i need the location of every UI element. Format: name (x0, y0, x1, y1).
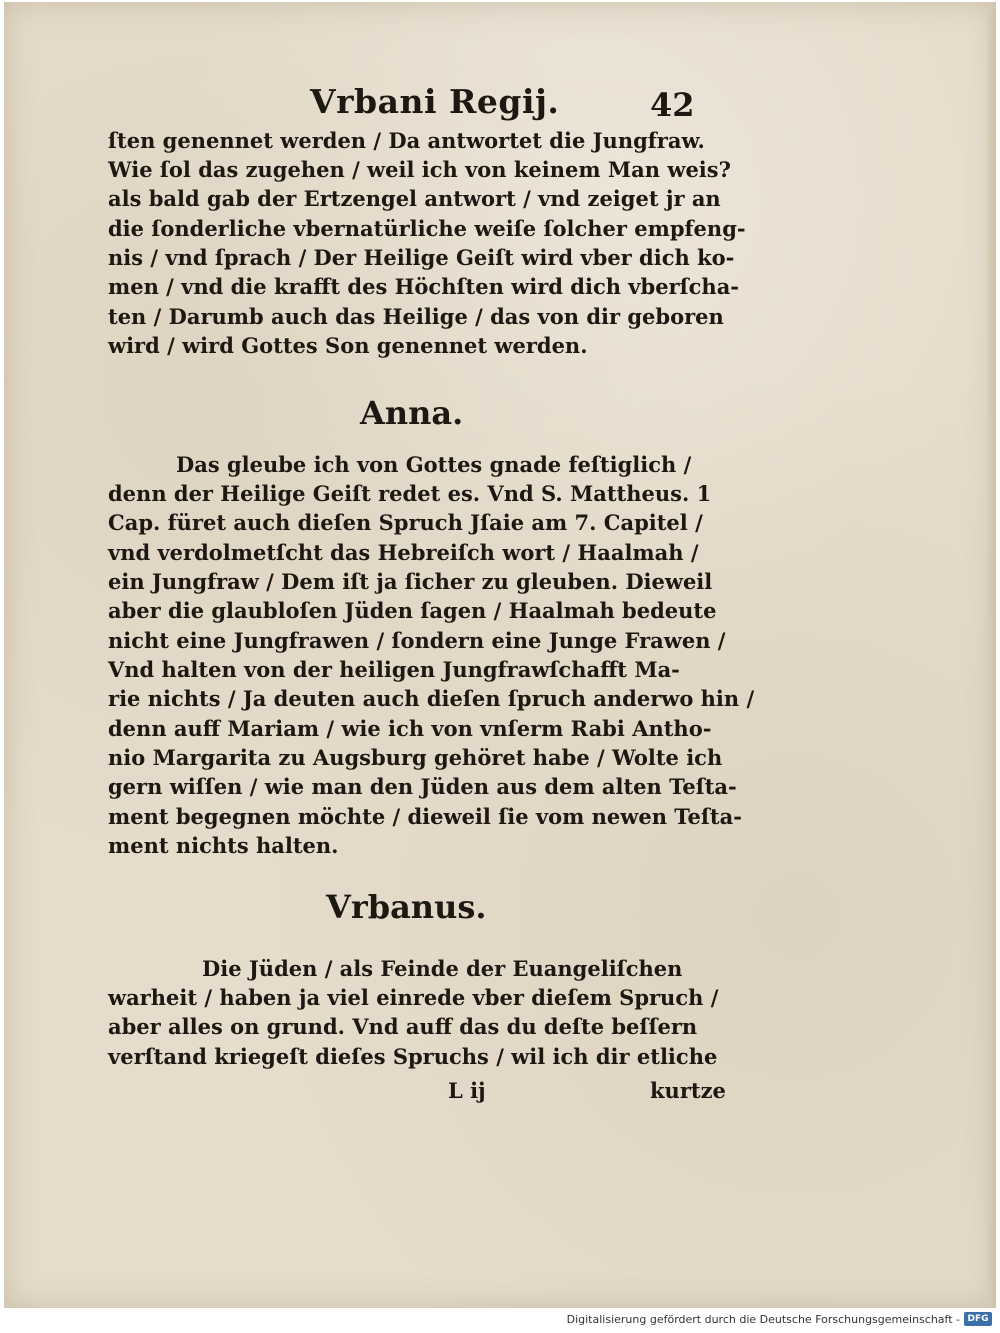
text-line: Das gleube ich von Gottes gnade feſtiglich / (176, 452, 692, 477)
text-line: gern wiſſen / wie man den Jüden aus dem alten Teſta- (108, 774, 737, 799)
page-number: 42 (650, 86, 695, 124)
text-line: Die Jüden / als Feinde der Euangeliſchen (202, 956, 683, 981)
text-line: Cap. füret auch dieſen Spruch Jſaie am 7. Capitel / (108, 510, 703, 535)
text-line: vnd verdolmetſcht das Hebreiſch wort / Haalmah / (108, 540, 699, 565)
text-line: Wie ſol das zugehen / weil ich von keinem Man weis? (108, 157, 731, 182)
footer-bar (0, 1308, 1000, 1333)
text-line: wird / wird Gottes Son genennet werden. (108, 333, 588, 358)
text-line: aber die glaubloſen Jüden ſagen / Haalmah bedeute (108, 598, 717, 623)
running-head: Vrbani Regij. (310, 82, 560, 121)
text-line: denn auff Mariam / wie ich von vnſerm Rabi Antho- (108, 716, 712, 741)
funding-notice: Digitalisierung gefördert durch die Deutsche Forschungsgemeinschaft - (566, 1313, 960, 1326)
text-line: die ſonderliche vbernatürliche weiſe ſolcher empfeng- (108, 216, 746, 241)
text-line: ten / Darumb auch das Heilige / das von dir geboren (108, 304, 724, 329)
signature-mark: L ij (448, 1078, 486, 1103)
catchword: kurtze (650, 1078, 726, 1103)
text-line: men / vnd die krafft des Höchſten wird dich vberſcha- (108, 274, 740, 299)
text-line: ment nichts halten. (108, 833, 339, 858)
text-line: nis / vnd ſprach / Der Heilige Geiſt wird vber dich ko- (108, 245, 735, 270)
text-line: ment begegnen möchte / dieweil ſie vom newen Teſta- (108, 804, 742, 829)
text-line: rie nichts / Ja deuten auch dieſen ſpruch anderwo hin / (108, 686, 755, 711)
text-line: verſtand kriegeſt dieſes Spruchs / wil ich dir etliche (108, 1044, 718, 1069)
section-heading-anna: Anna. (360, 394, 464, 432)
page-edge (988, 2, 996, 1308)
text-line: aber alles on grund. Vnd auff das du deſte beſſern (108, 1014, 698, 1039)
text-line: ſten genennet werden / Da antwortet die Jungfraw. (108, 128, 705, 153)
text-line: nio Margarita zu Augsburg gehöret habe / Wolte ich (108, 745, 723, 770)
text-line: warheit / haben ja viel einrede vber dieſem Spruch / (108, 985, 719, 1010)
section-heading-urbanus: Vrbanus. (326, 888, 487, 926)
text-line: denn der Heilige Geiſt redet es. Vnd S. Mattheus. 1 (108, 481, 712, 506)
text-line: als bald gab der Ertzengel antwort / vnd zeiget jr an (108, 186, 721, 211)
text-line: ein Jungfraw / Dem iſt ja ſicher zu gleuben. Dieweil (108, 569, 713, 594)
text-line: nicht eine Jungfrawen / ſondern eine Junge Frawen / (108, 628, 726, 653)
text-line: Vnd halten von der heiligen Jungfrawſchafft Ma- (108, 657, 680, 682)
dfg-logo: DFG (964, 1312, 992, 1326)
